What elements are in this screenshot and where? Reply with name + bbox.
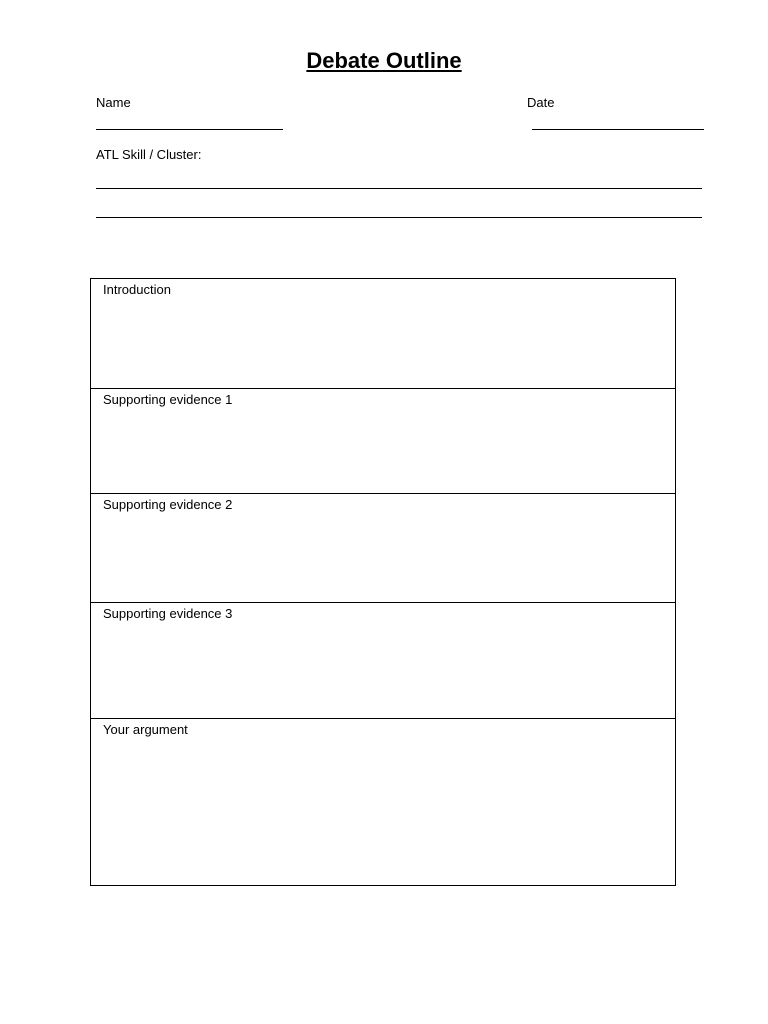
section-introduction[interactable] — [91, 279, 675, 388]
date-field-line[interactable] — [532, 129, 704, 130]
atl-field-line-2[interactable] — [96, 217, 702, 218]
atl-skill-label: ATL Skill / Cluster: — [96, 147, 202, 162]
section-label: Supporting evidence 1 — [103, 392, 233, 407]
page-title: Debate Outline — [306, 48, 462, 73]
date-label: Date — [527, 95, 555, 110]
outline-table — [90, 278, 676, 886]
section-label: Supporting evidence 2 — [103, 497, 233, 512]
section-label: Your argument — [103, 722, 188, 737]
section-label: Introduction — [103, 282, 171, 297]
section-your-argument[interactable] — [91, 718, 675, 885]
section-supporting-evidence-2[interactable] — [91, 493, 675, 602]
atl-field-line-1[interactable] — [96, 188, 702, 189]
name-label: Name — [96, 95, 131, 110]
section-label: Supporting evidence 3 — [103, 606, 233, 621]
section-supporting-evidence-1[interactable] — [91, 388, 675, 493]
name-field-line[interactable] — [96, 129, 283, 130]
section-supporting-evidence-3[interactable] — [91, 602, 675, 718]
